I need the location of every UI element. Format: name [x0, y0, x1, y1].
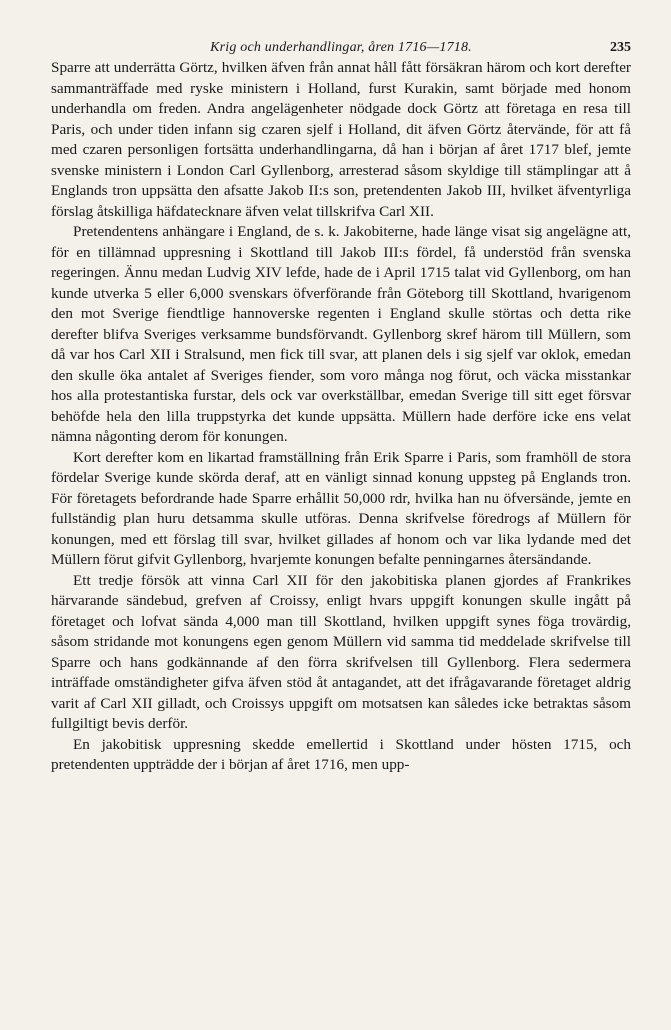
running-header	[51, 0, 631, 58]
page-number: 235	[610, 40, 631, 55]
running-title: Krig och underhandlingar, åren 1716—1718.	[210, 40, 472, 55]
body-text	[51, 58, 631, 776]
paragraph-4: Ett tredje försök att vinna Carl XII för den jakobitiska planen gjordes af Frankrikes härvarande sändebud, grefven af Croissy, enligt hvars uppgift konungen skulle ingått på företaget och lofvat sända 4,000 man till Skottland, hvilken uppgift synes föga trovärdig, såsom stridande mot konungens egen genom Müllern vid samma tid meddelade skrifvelse till Sparre och hans godkännande af den förra skrifvelsen till Gyllenborg. Flera sedermera inträffade omständigheter gifva äfven stöd åt antagandet, att det ifrågavarande företaget aldrig varit af Carl XII gilladt, och Croissys uppgift om motsatsen kan således icke betraktas såsom fullgiltigt bevis derför.	[51, 571, 631, 732]
paragraph-3: Kort derefter kom en likartad framställning från Erik Sparre i Paris, som framhöll de stora fördelar Sverige kunde skörda deraf, att en vänligt sinnad konung uppsteg på Englands tron. För företagets befordrande hade Sparre erhållit 50,000 rdr, hvilka han nu öfversände, jemte en fullständig plan huru detsamma skulle utföras. Denna skrifvelse föredrogs af Müllern för konungen, med ett förslag till svar, hvilket gillades af honom och var lika lydande med det Müllern förut gifvit Gyllenborg, hvarjemte konungen befalte penningarnes återsändande.	[51, 448, 631, 568]
paragraph-2: Pretendentens anhängare i England, de s. k. Jakobiterne, hade länge visat sig angelägne att, för en tillämnad uppresning i Skottland till Jakob III:s fördel, få understöd från svenska regeringen. Ännu medan Ludvig XIV lefde, hade de i April 1715 talat vid Gyllenborg, om han kunde utverka 5 eller 6,000 svenskars öfverförande från Göteborg till Skottland, hvarigenom den mot Sverige fiendtlige hannoverske regenten i England skulle störtas och detta rike derefter blifva Sveriges verksamme bundsförvandt. Gyllenborg skref härom till Müllern, som då var hos Carl XII i Stralsund, men fick till svar, att planen dels i sig sjelf var oklok, emedan den skulle öka antalet af Sveriges fiender, som voro många nog förut, och väcka misstankar hos alla protestantiska furstar, dels ock var overkställbar, emedan Sverige till sitt eget försvar behöfde hela den lilla truppstyrka det kunde uppsätta. Müllern hade derföre icke ens velat nämna någonting derom för konungen.	[51, 223, 631, 445]
paragraph-1: Sparre att underrätta Görtz, hvilken äfven från annat håll fått försäkran härom och kort derefter sammanträffade med ryske ministern i Holland, furst Kurakin, samt började med honom underhandla om freden. Andra angelägenheter nödgade dock Görtz att företaga en resa till Paris, och under tiden infann sig czaren sjelf i Holland, dit äfven Görtz återvände, för att få med czaren personligen fortsätta underhandlingarna, då han i början af året 1717 blef, jemte svenske ministern i London Carl Gyllenborg, arresterad såsom skyldige till stämplingar att å Englands tron uppsätta den afsatte Jakob II:s son, pretendenten Jakob III, hvilket äfventyrliga förslag åtskilliga häfdatecknare äfven velat tillskrifva Carl XII.	[51, 59, 631, 220]
paragraph-5: En jakobitisk uppresning skedde emellertid i Skottland under hösten 1715, och pretendenten uppträdde der i början af året 1716, men upp-	[51, 735, 631, 773]
